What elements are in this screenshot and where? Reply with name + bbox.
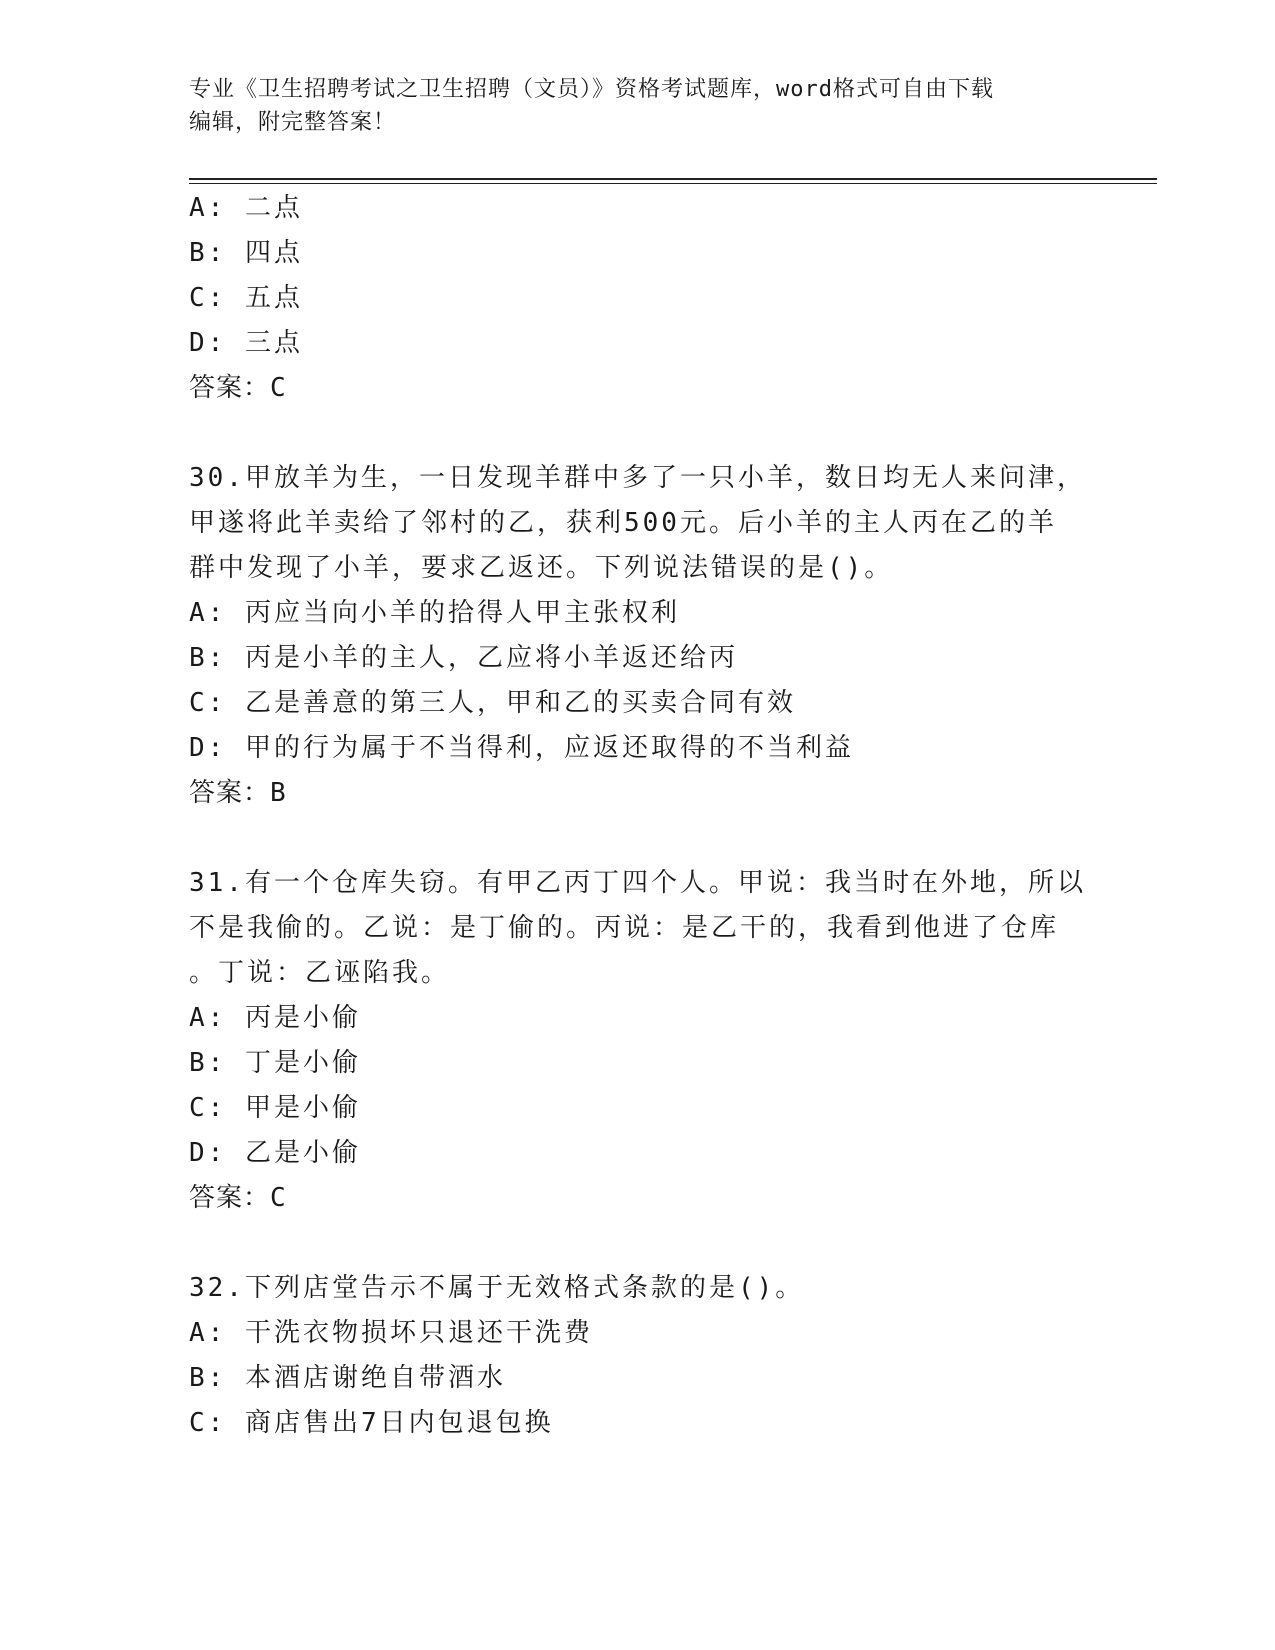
q31-stem-line-3: 。丁说：乙诬陷我。 [189,958,451,988]
q30-option-b: B: 丙是小羊的主人，乙应将小羊返还给丙 [189,643,738,673]
q29-option-b: B: 四点 [189,238,303,268]
q30-stem-line-1: 30.甲放羊为生，一日发现羊群中多了一只小羊，数日均无人来问津， [189,463,1086,493]
q31-stem-line-1: 31.有一个仓库失窃。有甲乙丙丁四个人。甲说：我当时在外地，所以 [189,868,1086,898]
q32-option-c: C: 商店售出7日内包退包换 [189,1408,554,1438]
q30-answer: 答案：B [189,778,287,808]
q32-option-b: B: 本酒店谢绝自带酒水 [189,1363,506,1393]
document-header [189,73,1089,139]
header-rule-thick [189,178,1157,180]
header-line-2: 编辑，附完整答案！ [189,110,397,135]
q29-option-a: A: 二点 [189,193,303,223]
q31-option-c: C: 甲是小偷 [189,1093,361,1123]
q30-stem-line-2: 甲遂将此羊卖给了邻村的乙，获利500元。后小羊的主人丙在乙的羊 [189,508,1057,538]
q31-answer: 答案：C [189,1183,287,1213]
q31-option-d: D: 乙是小偷 [189,1138,361,1168]
q31-option-b: B: 丁是小偷 [189,1048,361,1078]
q30-stem-line-3: 群中发现了小羊，要求乙返还。下列说法错误的是()。 [189,553,894,583]
q29-option-c: C: 五点 [189,283,303,313]
q30-option-d: D: 甲的行为属于不当得利，应返还取得的不当利益 [189,733,854,763]
header-line-1: 专业《卫生招聘考试之卫生招聘（文员）》资格考试题库，word格式可自由下载 [189,77,994,102]
q32-option-a: A: 干洗衣物损坏只退还干洗费 [189,1318,593,1348]
q29-answer: 答案：C [189,373,287,403]
q32-stem-line-1: 32.下列店堂告示不属于无效格式条款的是()。 [189,1273,805,1303]
q30-option-c: C: 乙是善意的第三人，甲和乙的买卖合同有效 [189,688,796,718]
q30-option-a: A: 丙应当向小羊的拾得人甲主张权利 [189,598,680,628]
header-rule-thin [189,183,1157,184]
q31-stem-line-2: 不是我偷的。乙说：是丁偷的。丙说：是乙干的，我看到他进了仓库 [189,913,1060,943]
q31-option-a: A: 丙是小偷 [189,1003,361,1033]
q29-option-d: D: 三点 [189,328,303,358]
